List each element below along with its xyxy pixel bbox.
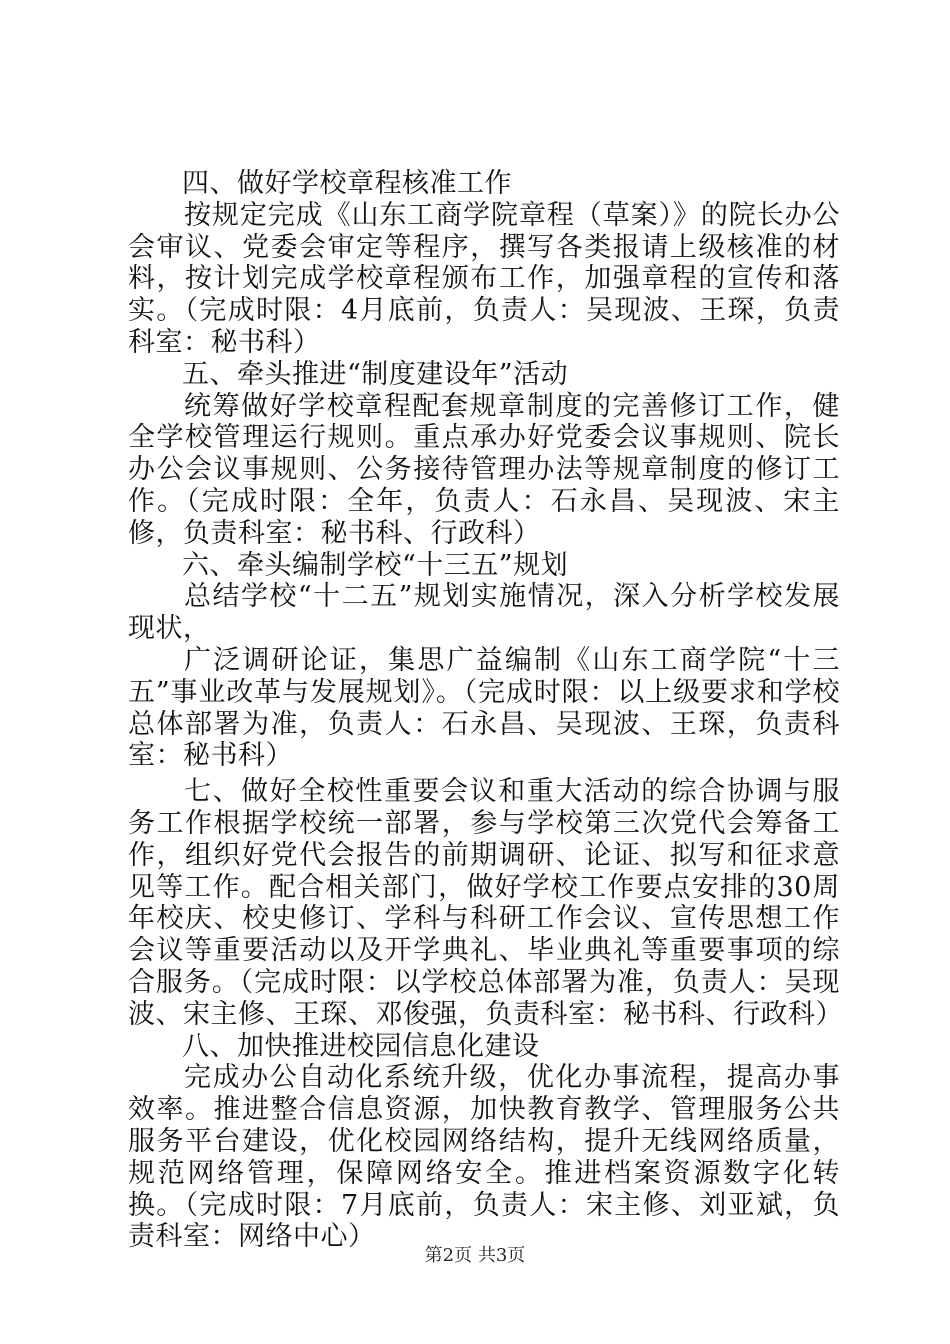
section-heading: 八、加快推进校园信息化建设 [182,1030,540,1062]
paragraph: 七、做好全校性重要会议和重大活动的综合协调与服务工作根据学校统一部署，参与学校第三次党代会筹备工作，组织好党代会报告的前期调研、论证、拟写和征求意见等工作。配合相关部门，做好学校工作要点安排的30周年校庆、校史修订、学科与科研工作会议、宣传思想工作会议等重要活动以及开学典礼、毕业典礼等重要事项的综合服务。（完成时限：以学校总体部署为准，负责人：吴现波、宋主修、王琛、邓俊强，负责科室：秘书科、行政科） [128,776,843,1030]
paragraph: 广泛调研论证，集思广益编制《山东工商学院“十三五”事业改革与发展规划》。（完成时限：以上级要求和学校总体部署为准，负责人：石永昌、吴现波、王琛，负责科室：秘书科） [128,644,840,772]
paragraph: 统筹做好学校章程配套规章制度的完善修订工作，健全学校管理运行规则。重点承办好党委会议事规则、院长办公会议事规则、公务接待管理办法等规章制度的修订工作。（完成时限：全年，负责人：石永昌、吴现波、宋主修，负责科室：秘书科、行政科） [128,390,840,549]
paragraph: 按规定完成《山东工商学院章程（草案）》的院长办公会审议、党委会审定等程序，撰写各类报请上级核准的材料，按计划完成学校章程颁布工作，加强章程的宣传和落实。（完成时限：4月底前，负责人：吴现波、王琛，负责科室：秘书科） [128,199,840,358]
paragraph: 完成办公自动化系统升级，优化办事流程，提高办事效率。推进整合信息资源，加快教育教学、管理服务公共服务平台建设，优化校园网络结构，提升无线网络质量，规范网络管理，保障网络安全。推进档案资源数字化转换。（完成时限：7月底前，负责人：宋主修、刘亚斌，负责科室：网络中心） [128,1062,840,1253]
section-heading: 五、牵头推进“制度建设年”活动 [182,358,569,390]
section-heading: 四、做好学校章程核准工作 [182,168,512,199]
paragraph: 总结学校“十二五”规划实施情况，深入分析学校发展现状， [128,581,840,645]
section-heading: 六、牵头编制学校“十三五”规划 [182,549,569,581]
page-footer: 第2页 共3页 [424,1245,526,1266]
document-body [128,168,843,1253]
